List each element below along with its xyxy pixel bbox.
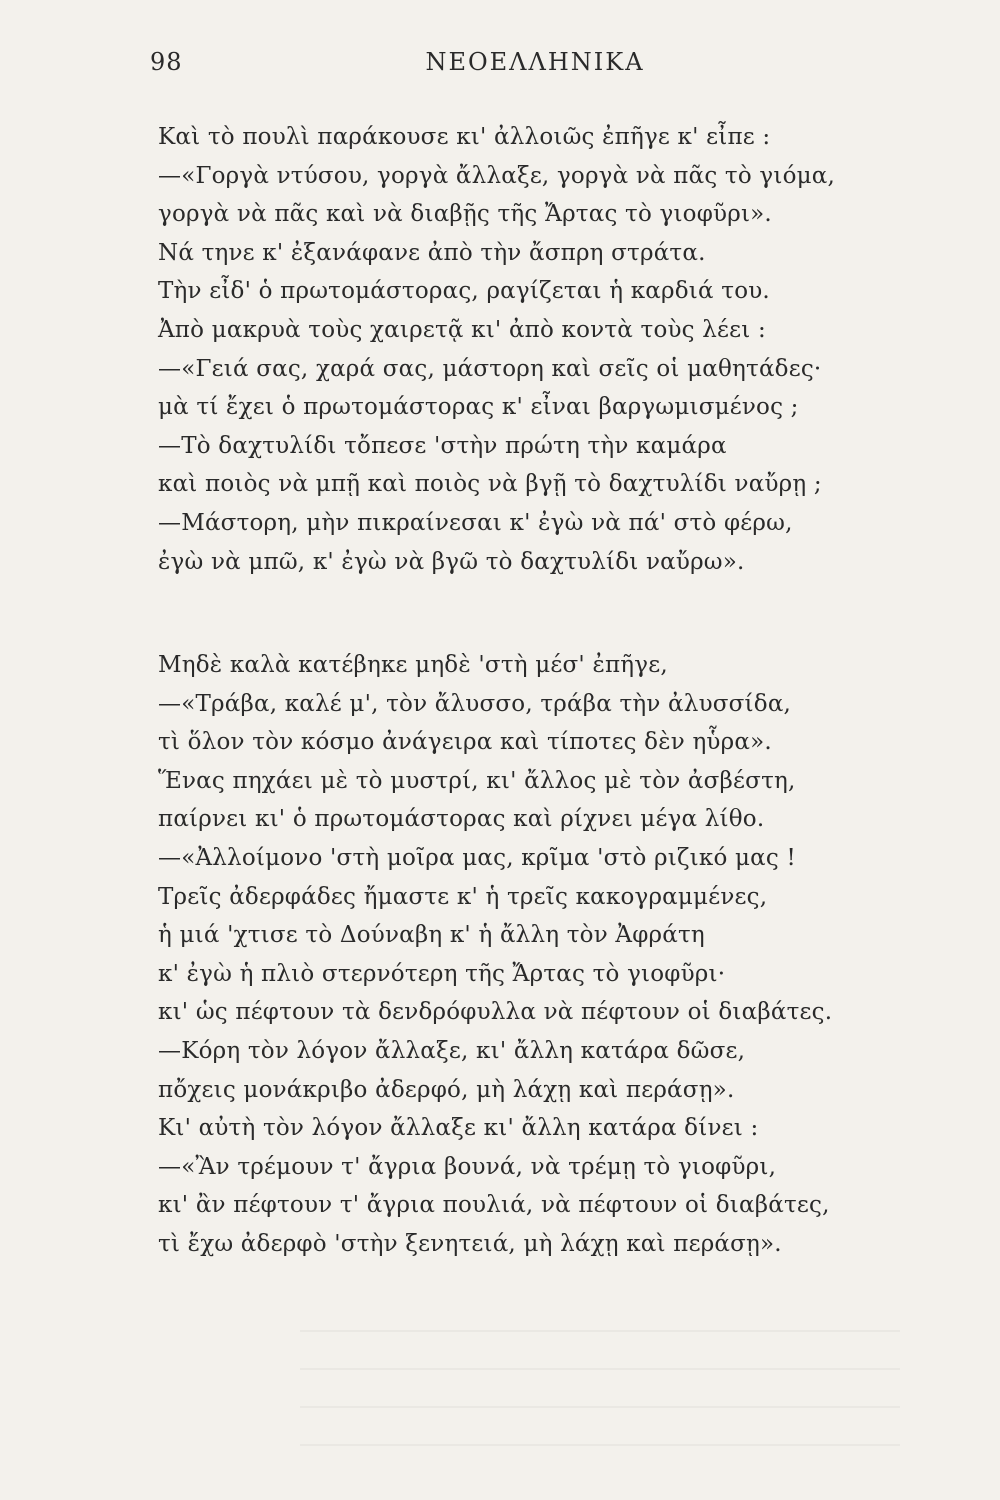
verse-line: γοργὰ νὰ πᾶς καὶ νὰ διαβῇς τῆς Ἄρτας τὸ γιοφῦρι». [158, 201, 772, 228]
page-number: 98 [150, 48, 183, 76]
verse-line: —«Γοργὰ ντύσου, γοργὰ ἄλλαξε, γοργὰ νὰ πᾶς τὸ γιόμα, [158, 162, 836, 189]
verse-line: Μηδὲ καλὰ κατέβηκε μηδὲ 'στὴ μέσ' ἐπῆγε, [158, 652, 668, 678]
verse-line: κι' ἂν πέφτουν τ' ἄγρια πουλιά, νὰ πέφτουν οἱ διαβάτες, [158, 1192, 830, 1219]
stanza-2 [158, 646, 898, 1264]
verse-line: ἐγὼ νὰ μπῶ, κ' ἐγὼ νὰ βγῶ τὸ δαχτυλίδι ναὔρω». [158, 548, 745, 575]
verse-line: καὶ ποιὸς νὰ μπῇ καὶ ποιὸς νὰ βγῇ τὸ δαχτυλίδι ναὔρῃ ; [158, 471, 822, 498]
verse-line: κι' ὡς πέφτουν τὰ δενδρόφυλλα νὰ πέφτουν οἱ διαβάτες. [158, 999, 833, 1026]
verse-line: —«Γειά σας, χαρά σας, μάστορη καὶ σεῖς οἱ μαθητάδες· [158, 355, 822, 382]
running-head: ΝΕΟΕΛΛΗΝΙΚΑ [425, 48, 645, 76]
verse-line: —«Ἀλλοίμονο 'στὴ μοῖρα μας, κρῖμα 'στὸ ριζικό μας ! [158, 844, 796, 871]
verse-line: μὰ τί ἔχει ὁ πρωτομάστορας κ' εἶναι βαργωμισμένος ; [158, 394, 799, 421]
verse-line: Κι' αὐτὴ τὸν λόγον ἄλλαξε κι' ἄλλη κατάρα δίνει : [158, 1115, 759, 1142]
verse-line: ἡ μιά 'χτισε τὸ Δούναβη κ' ἡ ἄλλη τὸν Ἀφράτη [158, 922, 705, 949]
verse-line: παίρνει κι' ὁ πρωτομάστορας καὶ ρίχνει μέγα λίθο. [158, 806, 765, 833]
verse-line: Καὶ τὸ πουλὶ παράκουσε κι' ἀλλοιῶς ἐπῆγε κ' εἶπε : [158, 124, 771, 150]
bleed-through-shadow [300, 1330, 900, 1450]
verse-line: τὶ ὅλον τὸν κόσμο ἀνάγειρα καὶ τίποτες δὲν ηὗρα». [158, 729, 772, 756]
verse-line: —Τὸ δαχτυλίδι τὄπεσε 'στὴν πρώτη τὴν καμάρα [158, 432, 727, 459]
verse-line: Τὴν εἶδ' ὁ πρωτομάστορας, ραγίζεται ἡ καρδιά του. [158, 278, 770, 305]
verse-line: Τρεῖς ἀδερφάδες ἤμαστε κ' ἡ τρεῖς κακογραμμένες, [158, 883, 768, 910]
verse-line: κ' ἐγὼ ἡ πλιὸ στερνότερη τῆς Ἄρτας τὸ γιοφῦρι· [158, 960, 726, 987]
verse-line: —Μάστορη, μὴν πικραίνεσαι κ' ἐγὼ νὰ πά' στὸ φέρω, [158, 509, 793, 536]
verse-line: Ἀπὸ μακρυὰ τοὺς χαιρετᾷ κι' ἀπὸ κοντὰ τοὺς λέει : [158, 316, 766, 343]
verse-line: —Κόρη τὸν λόγον ἄλλαξε, κι' ἄλλη κατάρα δῶσε, [158, 1037, 746, 1064]
verse-line: τὶ ἔχω ἀδερφὸ 'στὴν ξενητειά, μὴ λάχῃ καὶ περάσῃ». [158, 1230, 782, 1257]
verse-line: —«Τράβα, καλέ μ', τὸν ἄλυσσο, τράβα τὴν ἀλυσσίδα, [158, 690, 792, 717]
stanza-1 [158, 118, 898, 581]
page-header [150, 48, 860, 84]
verse-line: Ἕνας πηχάει μὲ τὸ μυστρί, κι' ἄλλος μὲ τὸν ἀσβέστη, [158, 767, 796, 794]
verse-line: —«Ἂν τρέμουν τ' ἄγρια βουνά, νὰ τρέμῃ τὸ γιοφῦρι, [158, 1153, 777, 1180]
verse-line: Νά τηνε κ' ἐξανάφανε ἀπὸ τὴν ἄσπρη στράτα. [158, 239, 706, 266]
verse-line: πὄχεις μονάκριβο ἀδερφό, μὴ λάχῃ καὶ περάσῃ». [158, 1076, 735, 1103]
